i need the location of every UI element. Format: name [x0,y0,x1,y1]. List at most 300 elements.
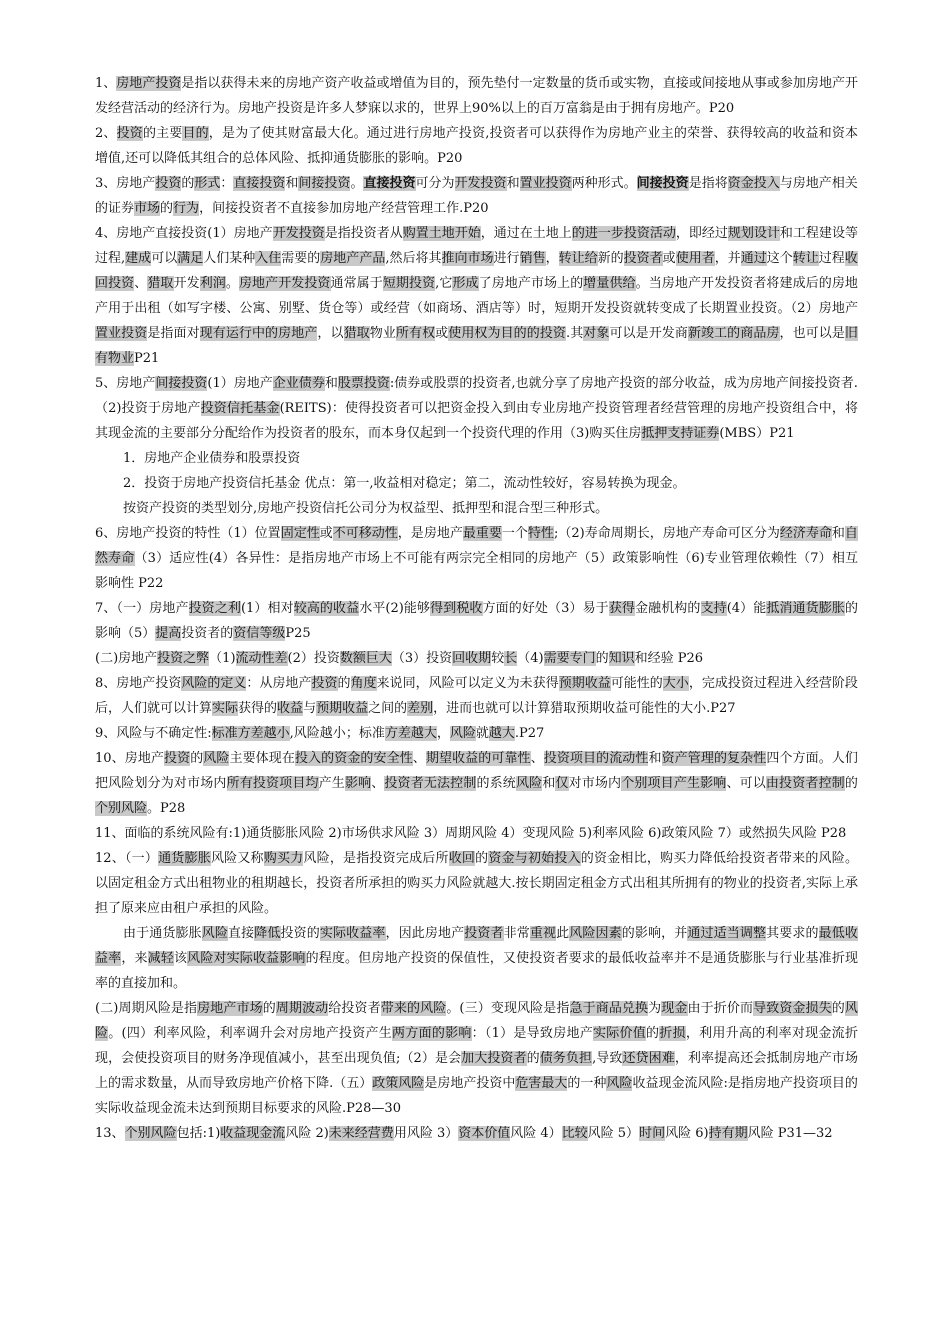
highlighted-text: 仅 [555,776,569,791]
highlighted-text: 使用者 [675,251,715,266]
text-run: 由于通货膨胀 [123,926,202,941]
text-run: 4、房地产直接投资(1）房地产 [95,226,273,241]
text-run: 与房地产相关的证券 [95,176,858,216]
text-run: 新的 [597,251,624,266]
text-run: 一个 [501,526,528,541]
highlighted-text: 现金 [661,1001,688,1016]
text-run: ，利用升高的利率对现金流折现，会使投资项目的财务净现值减小，甚至出现负值;（2）是会 [95,1026,858,1066]
highlighted-text: 投资 [539,326,566,341]
highlighted-text: 政策风险 [372,1076,425,1091]
highlighted-text: 企业债券 [272,376,325,391]
highlighted-text: 不可移动性 [332,526,398,541]
text-run: P25 [285,626,311,641]
text-run: 直接 [228,926,255,941]
highlighted-text: 通过适当调整 [687,926,767,941]
highlighted-text: 获得 [608,601,635,616]
highlighted-text: 投资项目的流动性 [543,751,649,766]
highlighted-text: 风险 [606,1076,633,1091]
highlighted-text: 抵消通货膨胀 [766,601,845,616]
text-run: 。 [350,176,364,191]
text-run: 的 [526,1051,540,1066]
text-run: 和工程建设等过程, [95,226,858,266]
text-run: 用风险 3） [393,1126,459,1141]
paragraph-p12 [95,846,858,921]
text-run: 的一种 [567,1076,607,1091]
text-run: 由于折价而 [687,1001,754,1016]
text-run: 其要求的 [766,926,819,941]
highlighted-text: 收益现金流 [220,1126,286,1141]
text-run: 的 [190,751,204,766]
text-run: P21 [134,351,160,366]
highlighted-text: 的进一步投资活动 [571,226,676,241]
highlighted-text: 房地产 [278,326,318,341]
highlighted-text: 流动性差 [235,651,288,666]
highlighted-text: 资金投入 [727,176,780,191]
text-run: ，进而也就可以计算猎取预期收益可能性的大小.P27 [433,701,736,716]
text-run: ，即经过 [675,226,728,241]
text-run: 非常 [503,926,530,941]
text-run: 开发 [173,276,200,291]
text-run: 3、房地产 [95,176,156,191]
text-run: 金融机构的 [635,601,701,616]
text-run: 11、面临的系统风险有:1)通货膨胀风险 2)市场供求风险 3）周期风险 4）变现风险 5)利率风险 6)政策风险 7）或然损失风险 P28 [95,826,847,841]
highlighted-text: 长 [504,651,518,666]
paragraph-p5 [95,371,858,446]
highlighted-text: 开发投资 [454,176,507,191]
highlighted-text: 时间 [639,1126,666,1141]
text-run: ，并 [714,251,741,266]
text-run: 过程 [818,251,845,266]
text-run: 10、房地产 [95,751,165,766]
highlighted-text: 数额巨大 [339,651,392,666]
highlighted-text: 使用权为目的的 [448,326,540,341]
highlighted-text: 比较 [561,1126,588,1141]
text-run: 的 [475,851,489,866]
highlighted-text: 收回 [448,851,476,866]
text-run: 是指面对 [147,326,200,341]
text-run: 风险 5） [587,1126,640,1141]
text-run: ,它 [435,276,453,291]
text-run: 和 [542,776,556,791]
text-run: 风险 2) [285,1126,329,1141]
highlighted-text: 标准方差越小 [211,726,290,741]
text-run: ：从房地产 [246,676,312,691]
paragraph-p12b [95,921,858,996]
highlighted-text: 预期收益 [316,701,369,716]
highlighted-text: 提高 [155,626,182,641]
highlighted-text: 实际 [212,701,239,716]
highlighted-text: 预期收益 [558,676,611,691]
highlighted-text: 房地产产品 [320,251,386,266]
text-run: ：（1）是导致房地产 [471,1026,593,1041]
highlighted-text: 加大投资者 [461,1051,527,1066]
text-run: 和 [285,176,299,191]
text-run: 的 [844,776,858,791]
text-run: 的影响（5） [95,601,858,641]
highlighted-text: 个别风险 [95,801,148,816]
highlighted-text: 资本价值 [458,1126,511,1141]
text-run: 通常属于 [330,276,383,291]
highlighted-text: 通货膨胀 [158,851,211,866]
text-run: 获得的 [238,701,278,716]
text-run: 需要的 [281,251,321,266]
text-run: ，是房地产 [397,526,463,541]
highlighted-text: 影响 [344,776,372,791]
highlighted-text: 差别 [407,701,434,716]
text-run: 可以 [151,251,178,266]
highlighted-text: 还贷困难 [622,1051,675,1066]
highlighted-text: 投资之利 [188,601,241,616]
highlighted-text: 投入的资金的安全性 [294,751,413,766]
paragraph-p10 [95,746,858,821]
text-run: ,导致 [592,1051,623,1066]
text-run: 。 [225,276,239,291]
highlighted-text: 直接投资 [233,176,286,191]
highlighted-text: 间接投资 [298,176,351,191]
highlighted-text: 满足 [177,251,204,266]
highlighted-text: 需要专门 [543,651,596,666]
text-run: 是指将 [688,176,728,191]
highlighted-text: 间接投资 [155,376,208,391]
highlighted-text: 大小 [662,676,689,691]
highlighted-text: 重视 [529,926,557,941]
text-run: .P27 [514,726,545,741]
highlighted-text: 支持 [700,601,727,616]
highlighted-text: 角度 [350,676,377,691]
text-run: 风险 4） [510,1126,562,1141]
highlighted-text: 直接投资 [363,176,416,191]
text-run: 之间的 [368,701,408,716]
paragraph-p7 [95,596,858,646]
text-run: ;（2)寿命周期长，房地产寿命可区分为 [553,526,780,541]
highlighted-text: 抵押支持证券 [641,426,720,441]
highlighted-text: 个别项目产生影响 [621,776,727,791]
text-run: ，是为了使其财富最大化。通过进行房地产投资,投资者可以获得作为房地产业主的荣誉、获得较高的收益和资本增值,还可以降低其组合的总体风险、抵抑通货膨胀的影响。P20 [95,126,858,166]
text-run: 对市场内 [568,776,622,791]
highlighted-text: 利润 [199,276,226,291]
paragraph-p5c [95,496,858,521]
highlighted-text: 形成 [452,276,479,291]
text-run: (2）投资 [287,651,340,666]
highlighted-text: 猎取 [343,326,370,341]
highlighted-text: 减轻 [147,951,174,966]
text-run: 或 [435,326,449,341]
text-run: (4）能 [726,601,767,616]
highlighted-text: 规划设计 [727,226,780,241]
highlighted-text: 知识 [608,651,635,666]
text-run: 这个 [766,251,793,266]
highlighted-text: 方差越大 [384,726,437,741]
text-run: 四个方面。人们把风险划分为对市场内 [95,751,858,791]
highlighted-text: 较高的 [293,601,334,616]
highlighted-text: 现有运行中的 [199,326,279,341]
highlighted-text: 资金与初始投入 [488,851,581,866]
highlighted-text: 持有期 [708,1126,748,1141]
text-run: 。当房地产开发投资者将建成后的房地产用于出租（如写字楼、公寓、别墅、货仓等）或经营（如商场、酒店等）时，短期开发投资就转变成了长期置业投资。（2）房地产 [95,276,858,316]
text-run: 是房地产投资中 [424,1076,516,1091]
text-run: 2．投资于房地产投资信托基金 优点：第一,收益相对稳定；第二，流动性较好，容易转换为现金。 [123,476,686,491]
highlighted-text: 所有投资项目均 [226,776,319,791]
highlighted-text: 置业投资 [519,176,572,191]
highlighted-text: 旧有物业 [95,326,858,366]
text-run: 两种形式。 [571,176,637,191]
text-run: ，以 [317,326,344,341]
highlighted-text: 风险 [515,776,543,791]
highlighted-text: 风险对实际收益影响 [187,951,306,966]
text-run: ， [436,726,450,741]
text-run: 方面的好处（3）易于 [482,601,609,616]
paragraph-p4 [95,221,858,371]
text-run: 7、（一）房地产 [95,601,189,616]
text-run: 物业 [369,326,396,341]
text-run: 可分为 [415,176,455,191]
text-run: 的资金相比，购买力降低给投资者带来的风险。以固定租金方式出租物业的租期越长，投资者所承担的购买力风险就越大.按长期固定租金方式出租其所拥有的物业的投资者,实际上承担了原来应由租户承担的风险。 [95,851,858,916]
text-run: 1、 [95,76,117,91]
highlighted-text: 风险 [201,926,228,941]
text-run: 的 [181,176,195,191]
text-run: （1) [209,651,236,666]
text-run: ，利率提高还会抵制房地产市场上的需求数量，从而导致房地产价格下降.（五） [95,1051,858,1091]
text-run: 的程度。但房地产投资的保值性，又使投资者要求的最低收益率并不是通货膨胀与行业基准折现率的直接加和。 [95,951,858,991]
paragraph-p13 [95,1121,858,1146]
text-run: ,风险越小 [289,726,346,741]
text-run: 水平(2)能够 [359,601,431,616]
highlighted-text: 降低 [254,926,281,941]
text-run: (1）相对 [240,601,294,616]
highlighted-text: 形式 [194,176,221,191]
highlighted-text: 投资者 [623,251,663,266]
paragraph-p7b [95,646,858,671]
highlighted-text: 投资 [116,126,143,141]
paragraph-p2 [95,121,858,171]
paragraph-p5b [123,471,858,496]
highlighted-text: 入住 [255,251,282,266]
highlighted-text: 增量供给 [583,276,636,291]
text-run: 较 [491,651,505,666]
text-run: 、 [371,776,385,791]
text-run: 此 [556,926,570,941]
text-run: 。(四）利率风险，利率调升会对房地产投资产生 [108,1026,393,1041]
highlighted-text: 风险因素 [569,926,622,941]
text-run: 1．房地产企业债券和股票投资 [123,451,301,466]
text-run: 与 [303,701,317,716]
highlighted-text: 房地产开发投资 [238,276,331,291]
highlighted-text: 两方面的影响 [392,1026,472,1041]
text-run: (1）房地产 [207,376,273,391]
highlighted-text: 行为 [173,201,200,216]
text-run: 6、房地产投资的特性（1）位置 [95,526,281,541]
paragraph-p3 [95,171,858,221]
text-run: ，完成投资过程进入经营阶段后，人们就可以计算 [95,676,858,716]
text-run: 的 [262,1001,276,1016]
paragraph-p8 [95,671,858,721]
paragraph-p12c [95,996,858,1121]
text-run: ；标准 [345,726,385,741]
highlighted-text: 风险 [95,1001,858,1041]
highlighted-text: 投资信托基金 [200,401,280,416]
text-run: :债券或股票的投资者,也就分享了房地产投资的部分收益，成为房地产间接投资者.（2)投资于房地产 [95,376,858,416]
text-run: 进行 [493,251,520,266]
text-run: 、 [530,751,544,766]
text-run: ，因此房地产 [385,926,465,941]
text-run: 是指以获得未来的房地产资产收益或增值为目的，预先垫付一定数量的货币或实物，直接或间接地从事或参加房地产开发经营活动的经济行为。房地产投资是许多人梦寐以求的，世界上90%以上的百万富翁是由于拥有房地产。P20 [95,76,858,116]
text-run: 收益现金流风险:是指房地产投资项目的实际收益现金流未达到预期目标要求的风险.P28—30 [95,1076,858,1116]
highlighted-text: 越大 [488,726,515,741]
text-run: 包括:1) [176,1126,221,1141]
text-run: 2、 [95,126,117,141]
highlighted-text: 所有权 [395,326,436,341]
text-run: （3）适应性(4）各异性：是指房地产市场上不可能有两宗完全相同的房地产（5）政策影响性（6)专业管理依赖性（7）相互影响性 P22 [95,551,858,591]
highlighted-text: 期望收益的可靠性 [425,751,531,766]
text-run: 13、 [95,1126,125,1141]
highlighted-text: 对象 [583,326,610,341]
text-run: 的 [337,676,351,691]
highlighted-text: 投资者无法控制 [384,776,477,791]
highlighted-text: 固定性 [280,526,320,541]
highlighted-text: 房地产市场 [197,1001,263,1016]
highlighted-text: 由投资者控制 [765,776,845,791]
text-run: 来说同，风险可以定义为未获得 [376,676,559,691]
text-run: 和经验 P26 [634,651,704,666]
text-run: 该 [173,951,188,966]
highlighted-text: 导致资金损失 [753,1001,832,1016]
text-run: ，也可以是 [779,326,845,341]
text-run: 12、（一） [95,851,159,866]
text-run: .其 [565,326,584,341]
highlighted-text: 自然寿命 [95,526,858,566]
highlighted-text: 猎取 [147,276,174,291]
highlighted-text: 投资 [155,176,182,191]
highlighted-text: 市场 [134,201,161,216]
highlighted-text: 特性 [527,526,554,541]
highlighted-text: 投资者 [464,926,504,941]
text-run: 的影响，并 [621,926,688,941]
highlighted-text: 股票投资 [337,376,390,391]
highlighted-text: 周期波动 [275,1001,329,1016]
text-run: 为 [648,1001,662,1016]
highlighted-text: 投资 [311,676,338,691]
highlighted-text: 推向市场 [441,251,494,266]
text-run: 投资的 [280,926,320,941]
text-run: 的 [646,1026,660,1041]
highlighted-text: 收益 [333,601,360,616]
highlighted-text: 回收期 [452,651,492,666]
text-run: 的 [831,1001,845,1016]
text-run: 、 [134,276,148,291]
highlighted-text: 收益 [277,701,304,716]
text-run: 风险 6) [665,1126,709,1141]
highlighted-text: 债务负担 [539,1051,593,1066]
highlighted-text: 个别风险 [124,1126,177,1141]
text-run: ，通过在土地上 [480,226,572,241]
highlighted-text: 风险 [203,751,230,766]
text-run: （4) [517,651,544,666]
highlighted-text: 新竣工的商品房 [687,326,780,341]
paragraph-p5a [123,446,858,471]
paragraph-p11 [95,821,858,846]
text-run: 、可以 [726,776,766,791]
highlighted-text: 投资 [164,751,191,766]
highlighted-text: 转让给 [558,251,598,266]
text-run: 投资者的 [181,626,234,641]
highlighted-text: 得到税收 [430,601,483,616]
text-run: 了房地产市场上的 [478,276,584,291]
text-run: ，间接投资者不直接参加房地产经营管理工作.P20 [199,201,489,216]
text-run: 按资产投资的类型划分,房地产投资信托公司分为权益型、抵押型和混合型三种形式。 [123,501,609,516]
paragraph-p9 [95,721,858,746]
text-run: 和 [506,176,520,191]
text-run: 的 [595,651,609,666]
highlighted-text: 折损 [659,1026,686,1041]
highlighted-text: 投资之弊 [157,651,210,666]
highlighted-text: 风险的定义 [181,676,247,691]
paragraph-p1 [95,71,858,121]
text-run: 就 [475,726,489,741]
text-run: 和 [831,526,845,541]
highlighted-text: 最重要 [462,526,502,541]
highlighted-text: 经济寿命 [779,526,832,541]
highlighted-text: 资信等级 [233,626,286,641]
text-run: 可以是开发商 [609,326,688,341]
text-run: 、 [412,751,426,766]
text-run: 是指投资者从 [324,226,403,241]
highlighted-text: 未来经营费 [328,1126,394,1141]
highlighted-text: 置业投资 [95,326,148,341]
text-run: (MBS）P21 [719,426,795,441]
highlighted-text: 购置土地开始 [402,226,481,241]
text-run: 8、房地产投资 [95,676,182,691]
highlighted-text: 资产管理的复杂性 [661,751,767,766]
highlighted-text: 目的 [182,126,209,141]
text-run: 风险又称 [210,851,264,866]
text-run: 。P28 [147,801,186,816]
highlighted-text: 短期投资 [382,276,436,291]
text-run: 或 [662,251,676,266]
text-run: 风险，是指投资完成后所 [303,851,449,866]
text-run: (二)房地产 [95,651,158,666]
highlighted-text: 带来的风险 [380,1001,447,1016]
highlighted-text: 最低收益率 [95,926,858,966]
paragraph-p6 [95,521,858,596]
text-run: ， [545,251,559,266]
text-run: 或 [319,526,333,541]
highlighted-text: 急于商品兑换 [569,1001,649,1016]
text-run: 和 [648,751,662,766]
text-run: 。(三）变现风险是指 [446,1001,570,1016]
highlighted-text: 风险 [449,726,476,741]
highlighted-text: 销售 [519,251,546,266]
text-run: 可能性的 [610,676,663,691]
text-run: 5、房地产 [95,376,156,391]
text-run: 主要体现在 [229,751,295,766]
highlighted-text: 转让 [792,251,819,266]
highlighted-text: 实际价值 [592,1026,647,1041]
text-run: 人们某种 [203,251,256,266]
text-run: 风险 P31—32 [747,1126,833,1141]
text-run: ： [220,176,234,191]
text-run: 的 [160,201,174,216]
highlighted-text: 开发投资 [272,226,325,241]
highlighted-text: 通过 [740,251,767,266]
highlighted-text: 危害最大 [515,1076,568,1091]
text-run: ,然后将其 [385,251,442,266]
text-run: 的系统 [476,776,516,791]
highlighted-text: 实际收益率 [319,926,386,941]
text-run: 的主要 [142,126,183,141]
text-run: 和 [324,376,338,391]
text-run: 给投资者 [328,1001,381,1016]
text-run: ，来 [121,951,148,966]
